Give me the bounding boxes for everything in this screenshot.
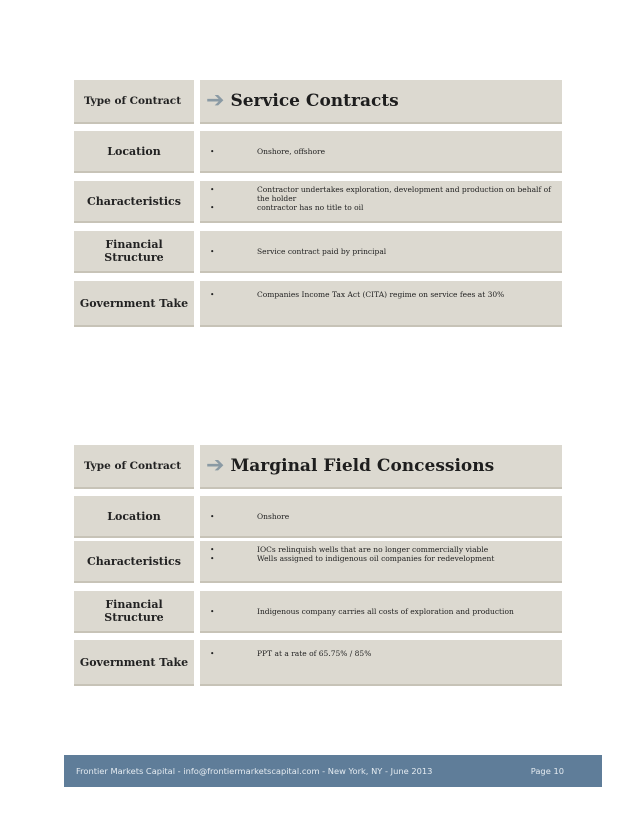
location-row — [74, 496, 562, 538]
row-label: Location — [74, 131, 194, 173]
contract-title-text: Service Contracts — [230, 91, 399, 111]
row-label: Government Take — [74, 640, 194, 686]
bullet-item: • Service contract paid by principal — [210, 246, 387, 256]
government-take-row — [74, 281, 562, 327]
row-content — [200, 231, 562, 273]
contract-title-text: Marginal Field Concessions — [230, 456, 495, 476]
row-content — [200, 281, 562, 327]
row-label: Characteristics — [74, 181, 194, 223]
page-number: Page 10 — [530, 766, 564, 776]
row-label: Government Take — [74, 281, 194, 327]
row-label: Characteristics — [74, 541, 194, 583]
government-take-row — [74, 640, 562, 686]
characteristics-row — [74, 541, 562, 583]
row-label: Financial Structure — [74, 591, 194, 633]
bullet-item: • Companies Income Tax Act (CITA) regime on service fees at 30% — [210, 290, 505, 299]
bullet-item: • Contractor undertakes exploration, development and production on behalf of the holder — [210, 185, 551, 203]
row-content — [200, 541, 562, 583]
row-content — [200, 496, 562, 538]
bullet-item: • IOCs relinquish wells that are no longer commercially viable — [210, 545, 489, 554]
header-row — [74, 445, 562, 489]
financial-structure-row — [74, 591, 562, 633]
type-of-contract-label: Type of Contract — [74, 80, 194, 124]
bullet-item: • contractor has no title to oil — [210, 203, 364, 212]
contract-title — [200, 445, 562, 489]
characteristics-row — [74, 181, 562, 223]
row-content — [200, 181, 562, 223]
row-content — [200, 131, 562, 173]
bullet-item: • Onshore — [210, 511, 290, 521]
footer-info: Frontier Markets Capital - info@frontiermarketscapital.com - New York, NY - June 2013 — [76, 766, 433, 776]
arrow-right-icon: ➔ — [206, 88, 225, 113]
arrow-right-icon: ➔ — [206, 453, 225, 478]
bullet-item: • Wells assigned to indigenous oil companies for redevelopment — [210, 554, 495, 563]
row-label: Financial Structure — [74, 231, 194, 273]
contract-title — [200, 80, 562, 124]
row-content — [200, 591, 562, 633]
row-content — [200, 640, 562, 686]
page-footer — [64, 755, 602, 787]
row-label: Location — [74, 496, 194, 538]
header-row — [74, 80, 562, 124]
financial-structure-row — [74, 231, 562, 273]
type-of-contract-label: Type of Contract — [74, 445, 194, 489]
bullet-item: • Onshore, offshore — [210, 146, 326, 156]
bullet-item: • PPT at a rate of 65.75% / 85% — [210, 649, 372, 658]
location-row — [74, 131, 562, 173]
bullet-item: • Indigenous company carries all costs of exploration and production — [210, 606, 514, 616]
